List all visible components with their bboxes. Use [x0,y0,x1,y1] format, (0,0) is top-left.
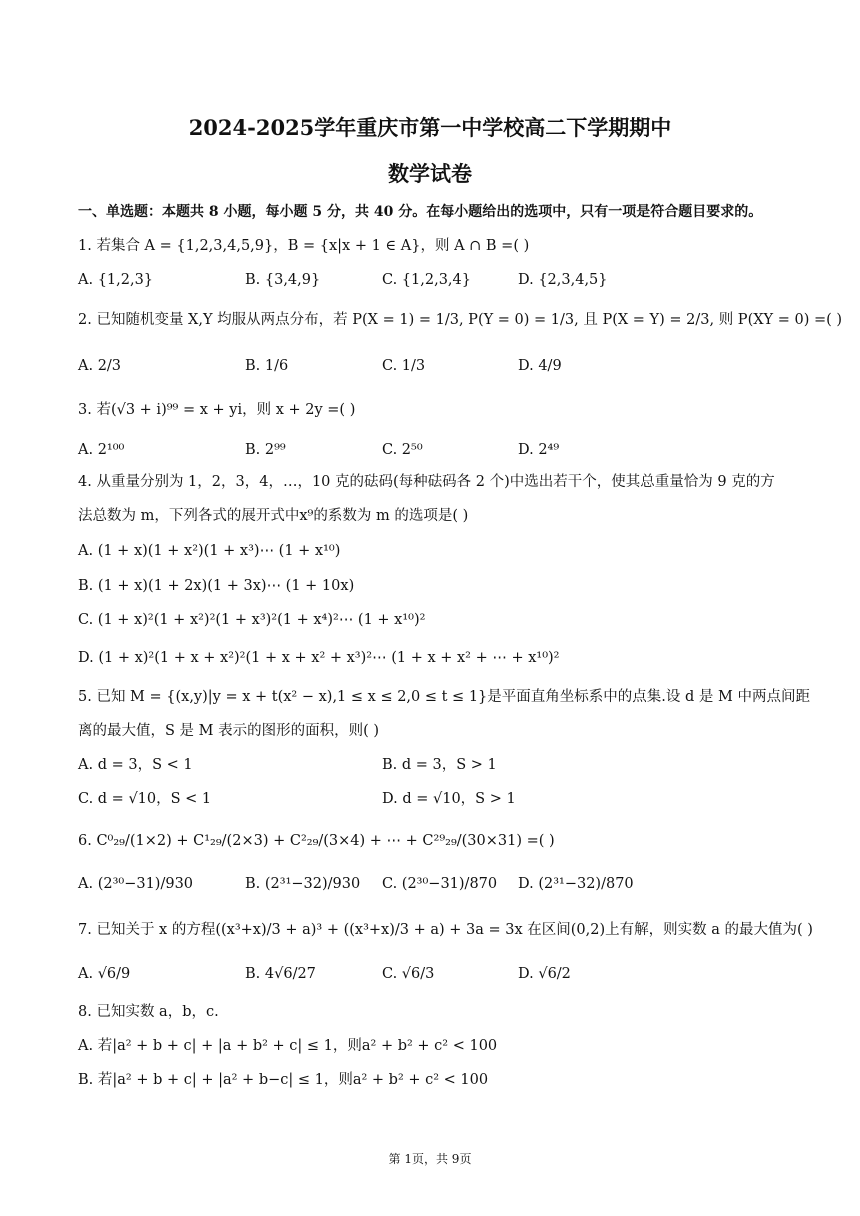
q8-option-b: B. 若|a² + b + c| + |a² + b−c| ≤ 1，则a² + b² + c² < 100 [78,1072,489,1088]
question-8-stem: 8. 已知实数 a，b，c. [78,1004,219,1020]
q7-option-b: B. 4√6/27 [245,966,316,982]
question-7-stem: 7. 已知关于 x 的方程((x³+x)/3 + a)³ + ((x³+x)/3 + a) + 3a = 3x 在区间(0,2)上有解，则实数 a 的最大值为( ) [78,922,813,938]
q3-option-b: B. 2⁹⁹ [245,442,286,458]
q7-option-a: A. √6/9 [78,966,131,982]
q4-option-a: A. (1 + x)(1 + x²)(1 + x³)⋯ (1 + x¹⁰) [78,543,341,559]
exam-subtitle: 数学试卷 [388,161,472,186]
question-2-stem: 2. 已知随机变量 X,Y 均服从两点分布，若 P(X = 1) = 1/3, P(Y = 0) = 1/3, 且 P(X = Y) = 2/3, 则 P(XY = 0) =( ) [78,312,843,328]
q4-option-c: C. (1 + x)²(1 + x²)²(1 + x³)²(1 + x⁴)²⋯ (1 + x¹⁰)² [78,612,426,628]
q1-option-c: C. {1,2,3,4} [382,272,471,288]
q6-option-b: B. (2³¹−32)/930 [245,876,361,892]
q6-option-d: D. (2³¹−32)/870 [518,876,634,892]
q5-option-c: C. d = √10，S < 1 [78,791,212,807]
q4-option-b: B. (1 + x)(1 + 2x)(1 + 3x)⋯ (1 + 10x) [78,578,355,594]
question-4-stem: 4. 从重量分别为 1，2，3，4，…，10 克的砝码(每种砝码各 2 个)中选出若干个，使其总重量恰为 9 克的方 [78,474,775,490]
page-footer: 第 1页，共 9页 [388,1152,472,1166]
question-4-stem-cont: 法总数为 m，下列各式的展开式中x⁹的系数为 m 的选项是( ) [78,508,469,524]
q5-option-a: A. d = 3，S < 1 [78,757,193,773]
question-6-stem: 6. C⁰₂₉/(1×2) + C¹₂₉/(2×3) + C²₂₉/(3×4) + ⋯ + C²⁹₂₉/(30×31) =( ) [78,833,555,849]
q5-option-b: B. d = 3，S > 1 [382,757,497,773]
q1-option-b: B. {3,4,9} [245,272,321,288]
q6-option-a: A. (2³⁰−31)/930 [78,876,194,892]
question-5-stem: 5. 已知 M = {(x,y)|y = x + t(x² − x),1 ≤ x ≤ 2,0 ≤ t ≤ 1}是平面直角坐标系中的点集.设 d 是 M 中两点间距 [78,689,810,705]
q2-option-d: D. 4/9 [518,358,562,374]
q3-option-d: D. 2⁴⁹ [518,442,560,458]
q3-option-a: A. 2¹⁰⁰ [78,442,125,458]
exam-title: 2024-2025学年重庆市第一中学校高二下学期期中 [188,115,672,140]
q7-option-c: C. √6/3 [382,966,435,982]
q8-option-a: A. 若|a² + b + c| + |a + b² + c| ≤ 1，则a² + b² + c² < 100 [78,1038,498,1054]
question-5-stem-cont: 离的最大值，S 是 M 表示的图形的面积，则( ) [78,723,380,739]
question-1-stem: 1. 若集合 A = {1,2,3,4,5,9}，B = {x|x + 1 ∈ A}，则 A ∩ B =( ) [78,238,530,254]
q2-option-a: A. 2/3 [78,358,122,374]
q6-option-c: C. (2³⁰−31)/870 [382,876,498,892]
q7-option-d: D. √6/2 [518,966,571,982]
q1-option-d: D. {2,3,4,5} [518,272,608,288]
q2-option-c: C. 1/3 [382,358,426,374]
q2-option-b: B. 1/6 [245,358,289,374]
q5-option-d: D. d = √10，S > 1 [382,791,516,807]
section-heading: 一、单选题：本题共 8 小题，每小题 5 分，共 40 分。在每小题给出的选项中，只有一项是符合题目要求的。 [78,204,763,220]
question-3-stem: 3. 若(√3 + i)⁹⁹ = x + yi，则 x + 2y =( ) [78,402,356,418]
q1-option-a: A. {1,2,3} [78,272,154,288]
q4-option-d: D. (1 + x)²(1 + x + x²)²(1 + x + x² + x³)²⋯ (1 + x + x² + ⋯ + x¹⁰)² [78,650,560,666]
q3-option-c: C. 2⁵⁰ [382,442,423,458]
